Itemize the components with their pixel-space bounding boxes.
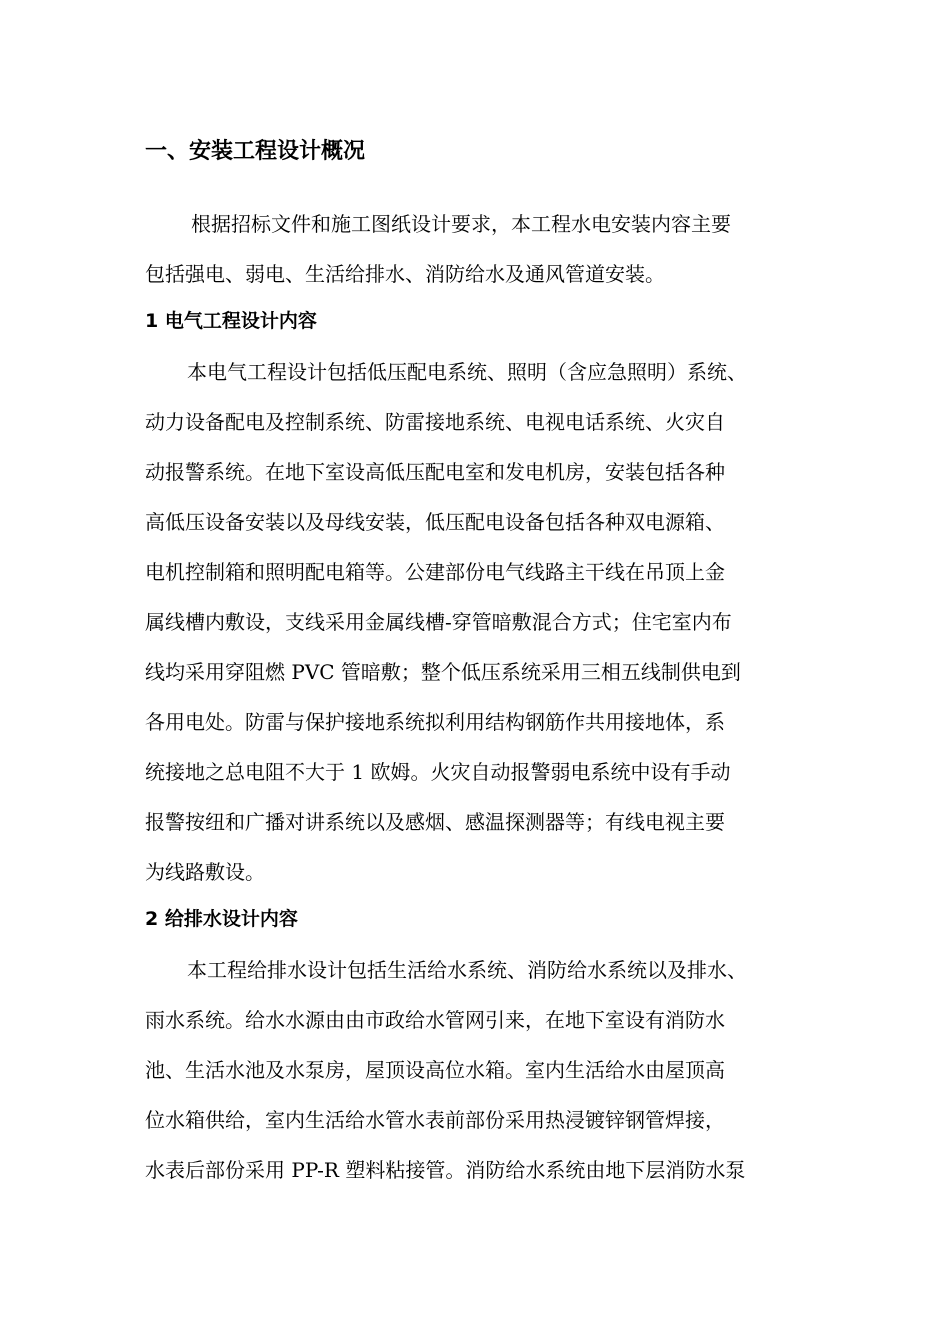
section-1-line: 线均采用穿阻燃 PVC 管暗敷；整个低压系统采用三相五线制供电到 [145, 660, 741, 684]
section-2-line: 雨水系统。给水水源由由市政给水管网引来，在地下室设有消防水 [145, 1008, 725, 1032]
section-1-line: 为线路敷设。 [145, 860, 265, 884]
section-1-line: 动力设备配电及控制系统、防雷接地系统、电视电话系统、火灾自 [145, 410, 725, 434]
section-2-heading: 2 给排水设计内容 [145, 908, 298, 930]
section-1-line: 各用电处。防雷与保护接地系统拟利用结构钢筋作共用接地体，系 [145, 710, 725, 734]
section-2-paragraph [145, 945, 825, 1195]
section-1-line: 高低压设备安装以及母线安装，低压配电设备包括各种双电源箱、 [145, 510, 725, 534]
document-body [145, 132, 825, 1195]
section-2-line: 位水箱供给，室内生活给水管水表前部份采用热浸镀锌钢管焊接， [145, 1108, 725, 1132]
section-1-paragraph [145, 347, 825, 897]
section-1-line: 电机控制箱和照明配电箱等。公建部份电气线路主干线在吊顶上金 [145, 560, 725, 584]
page-title: 一、安装工程设计概况 [145, 139, 366, 164]
intro-paragraph [145, 199, 825, 299]
section-1-line: 统接地之总电阻不大于 1 欧姆。火灾自动报警弱电系统中设有手动 [145, 760, 731, 784]
section-1-line: 报警按纽和广播对讲系统以及感烟、感温探测器等；有线电视主要 [145, 810, 725, 834]
intro-line: 包括强电、弱电、生活给排水、消防给水及通风管道安装。 [145, 262, 665, 286]
intro-line: 根据招标文件和施工图纸设计要求，本工程水电安装内容主要 [191, 212, 731, 236]
section-1-line: 动报警系统。在地下室设高低压配电室和发电机房，安装包括各种 [145, 460, 725, 484]
section-2-line: 池、生活水池及水泵房，屋顶设高位水箱。室内生活给水由屋顶高 [145, 1058, 725, 1082]
section-2-line: 本工程给排水设计包括生活给水系统、消防给水系统以及排水、 [187, 958, 747, 982]
section-1-line: 本电气工程设计包括低压配电系统、照明（含应急照明）系统、 [187, 360, 747, 384]
section-1-line: 属线槽内敷设，支线采用金属线槽-穿管暗敷混合方式；住宅室内布 [145, 610, 732, 634]
section-2-line: 水表后部份采用 PP-R 塑料粘接管。消防给水系统由地下层消防水泵 [145, 1158, 746, 1182]
section-1-heading: 1 电气工程设计内容 [145, 310, 317, 332]
